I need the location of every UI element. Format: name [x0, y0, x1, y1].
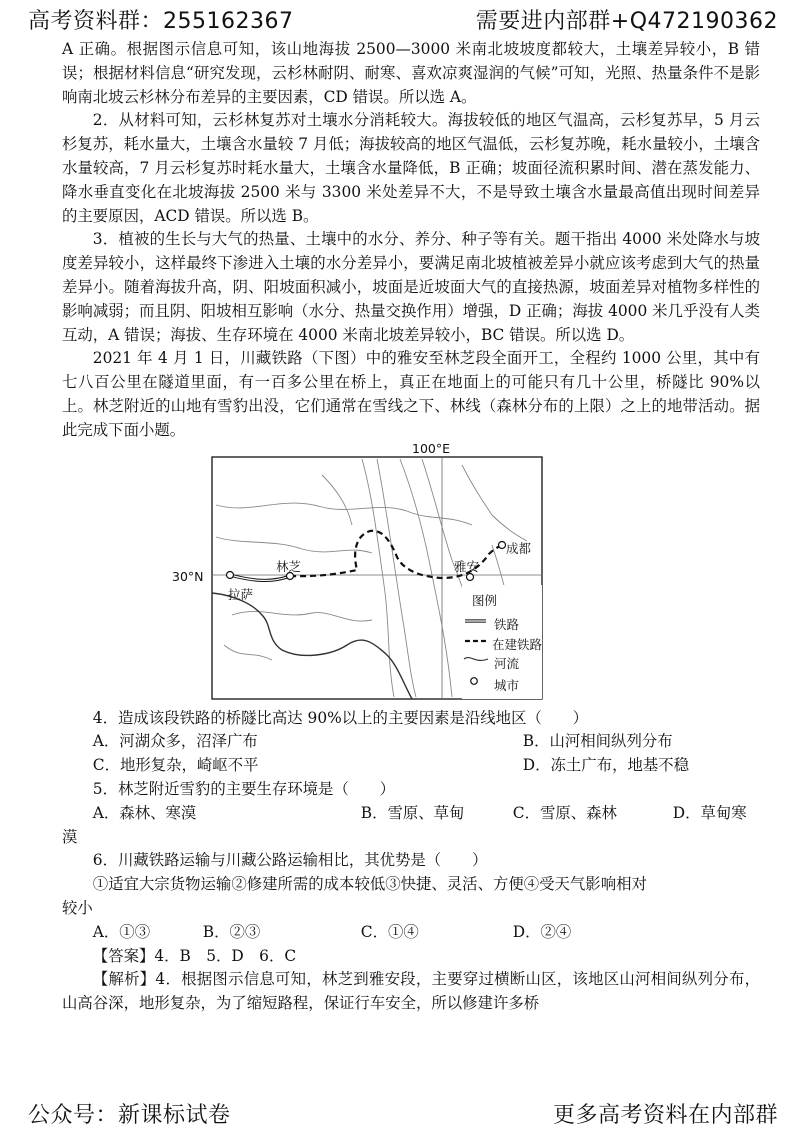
city-chengdu-dot: [499, 541, 506, 548]
paragraph-3: 3．植被的生长与大气的热量、土壤中的水分、养分、种子等有关。题干指出 4000 米处降水与坡度差异较小，这样最终下渗进入土壤的水分差异小，要满足南北坡植被差异小就应该考虑到大气的热量差异小。随着海拔升高，阴、阳坡面积减小，坡面是近坡面大气的直接热源，坡面差异对植物多样性的影响减弱；而且阴、阳坡相互影响（水分、热量交换作用）增强，D 正确；海拔 4000 米几乎没有人类互动，A 错误；海拔、生存环境在 4000 米南北坡差异较小，BC 错误。所以选 D。: [62, 230, 760, 344]
header-right-text: 需要进内部群+Q472190362: [475, 9, 778, 34]
option-6d: D．②④: [512, 922, 572, 941]
legend-label-construction: 在建铁路: [492, 636, 543, 652]
option-4a: A．河湖众多，沼泽广布: [92, 732, 258, 751]
paragraph-2: 2．从材料可知，云杉林复苏对土壤水分消耗较大。海拔较低的地区气温高，云杉复苏早，5 月云杉复苏，耗水量大，土壤含水量较 7 月低；海拔较高的地区气温低，云杉复苏晚，耗水量较小，土壤含水量较高，7 月云杉复苏时耗水量大，土壤含水量降低，B 正确；坡面径流积累时间、潜在蒸发能力、降水垂直变化在北坡海拔 2500 米与 3300 米处差异不大，不是导致土壤含水量最高值出现时间差异的主要原因，ACD 错误。所以选 B。: [62, 111, 760, 225]
legend-city-dot: [471, 677, 478, 684]
paragraph-4: 2021 年 4 月 1 日，川藏铁路（下图）中的雅安至林芝段全面开工，全程约 1000 公里，其中有七八百公里在隧道里面，有一百多公里在桥上，真正在地面上的可能只有几十公里，桥隧比 90%以上。林芝附近的山地有雪豹出没，它们通常在雪线之下、林线（森林分布的上限）之上的地带活动。据此完成下面小题。: [62, 349, 760, 439]
legend-label-railway: 铁路: [494, 616, 520, 632]
question-4-stem: 4．造成该段铁路的桥隧比高达 90%以上的主要因素是沿线地区（ ）: [92, 708, 589, 727]
city-lasa-dot: [227, 571, 234, 578]
legend-label-river: 河流: [494, 655, 520, 671]
option-4d: D．冻土广布，地基不稳: [522, 756, 690, 775]
parallel-label: 30°N: [172, 568, 204, 584]
answer-line: 【答案】4．B 5．D 6．C: [92, 946, 297, 965]
option-5b: B．雪原、草甸: [360, 803, 465, 822]
analysis-paragraph: 【解析】4．根据图示信息可知，林芝到雅安段，主要穿过横断山区，该地区山河相间纵列分布，山高谷深，地形复杂，为了缩短路程，保证行车安全，所以修建许多桥: [62, 970, 760, 1013]
footer-left-text: 公众号：新课标试卷: [28, 1103, 231, 1128]
option-6a: A．①③: [92, 922, 151, 941]
page-footer: [0, 1096, 800, 1130]
page-header: [0, 2, 800, 36]
question-4-options-row-2: [62, 754, 760, 778]
option-5d-wrap: 漠: [62, 827, 78, 846]
option-5c: C．雪原、森林: [512, 803, 617, 822]
city-label-lasa: 拉萨: [228, 586, 254, 602]
paragraph-1: A 正确。根据图示信息可知，该山地海拔 2500—3000 米南北坡坡度都较大，土壤差异较小，B 错误；根据材料信息“研究发现，云杉林耐阴、耐寒、喜欢凉爽湿润的气候”可知，光照、热量条件不是影响南北坡云杉林分布差异的主要因素，CD 错误。所以选 A。: [62, 40, 760, 106]
question-6-choices-row: [62, 921, 760, 945]
legend-title: 图例: [472, 592, 498, 608]
option-4c: C．地形复杂，崎岖不平: [92, 756, 259, 775]
legend-label-city: 城市: [494, 677, 520, 693]
option-5d: D．草甸寒: [672, 803, 747, 822]
question-5-options-row: [62, 802, 760, 826]
question-6-options-line-2: 较小: [62, 898, 93, 917]
question-5-stem: 5．林芝附近雪豹的主要生存环境是（ ）: [92, 779, 396, 798]
sichuan-tibet-railway-map: [172, 440, 544, 703]
option-6b: B．②③: [202, 922, 261, 941]
document-body: [62, 38, 760, 1016]
question-4-options-row-1: [62, 730, 760, 754]
option-6c: C．①④: [360, 922, 419, 941]
city-label-chengdu: 成都: [506, 540, 532, 556]
question-6-options-line-1: ①适宜大宗货物运输②修建所需的成本较低③快捷、灵活、方便④受天气影响相对: [92, 875, 647, 894]
option-5a: A．森林、寒漠: [92, 803, 197, 822]
header-left-text: 高考资料群：255162367: [28, 9, 294, 34]
question-6-stem: 6．川藏铁路运输与川藏公路运输相比，其优势是（ ）: [92, 851, 488, 870]
city-label-yaan: 雅安: [454, 558, 480, 574]
city-label-linzhi: 林芝: [276, 558, 302, 574]
footer-right-text: 更多高考资料在内部群: [552, 1103, 778, 1128]
meridian-label: 100°E: [412, 440, 451, 456]
option-4b: B．山河相间纵列分布: [522, 732, 673, 751]
map-drawing: [172, 445, 544, 703]
